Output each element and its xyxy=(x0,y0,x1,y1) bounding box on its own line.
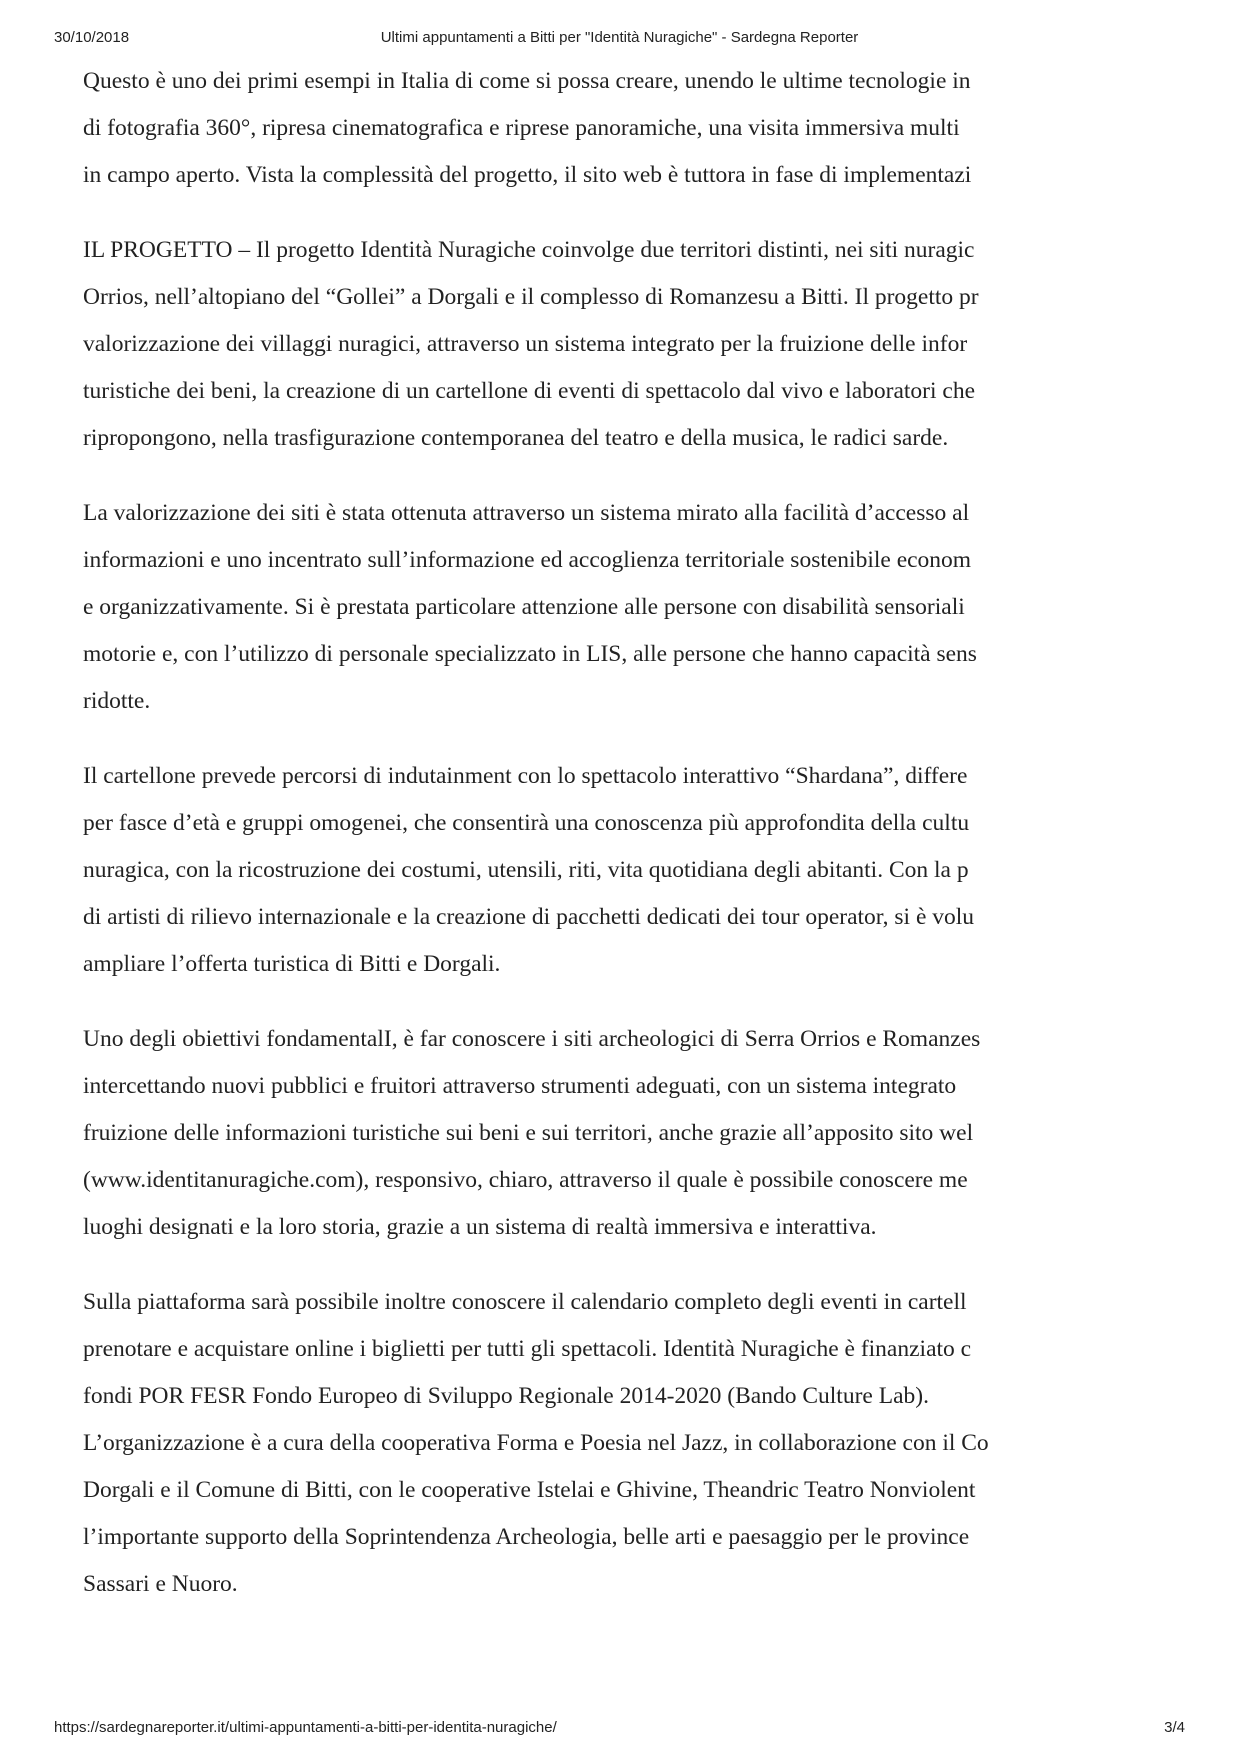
paragraph-line: prenotare e acquistare online i biglietti per tutti gli spettacoli. Identità Nuragiche è finanziato c xyxy=(83,1336,972,1362)
paragraph-line: Sassari e Nuoro. xyxy=(83,1571,238,1597)
paragraph-line: turistiche dei beni, la creazione di un cartellone di eventi di spettacolo dal vivo e laboratori che xyxy=(83,378,976,404)
paragraph-line: in campo aperto. Vista la complessità del progetto, il sito web è tuttora in fase di implementazi xyxy=(83,162,972,188)
paragraph-line: fondi POR FESR Fondo Europeo di Sviluppo Regionale 2014-2020 (Bando Culture Lab). xyxy=(83,1383,929,1409)
page-url: https://sardegnareporter.it/ultimi-appuntamenti-a-bitti-per-identita-nuragiche/ xyxy=(54,1719,557,1736)
article-body xyxy=(83,58,1187,1636)
paragraph-line: intercettando nuovi pubblici e fruitori attraverso strumenti adeguati, con un sistema integrato xyxy=(83,1073,957,1099)
print-date: 30/10/2018 xyxy=(54,29,130,46)
print-footer xyxy=(54,1719,1185,1741)
page-number: 3/4 xyxy=(1164,1719,1185,1736)
paragraph xyxy=(83,1279,1187,1608)
paragraph-line: nuragica, con la ricostruzione dei costumi, utensili, riti, vita quotidiana degli abitanti. Con la p xyxy=(83,857,969,883)
document-title: Ultimi appuntamenti a Bitti per "Identità Nuragiche" - Sardegna Reporter xyxy=(380,29,859,46)
paragraph-line: Il cartellone prevede percorsi di indutainment con lo spettacolo interattivo “Shardana”, differe xyxy=(83,763,968,789)
paragraph xyxy=(83,1016,1187,1251)
paragraph-line: La valorizzazione dei siti è stata ottenuta attraverso un sistema mirato alla facilità d’accesso al xyxy=(83,500,970,526)
print-header xyxy=(54,29,1185,51)
paragraph-line: Sulla piattaforma sarà possibile inoltre conoscere il calendario completo degli eventi in cartell xyxy=(83,1289,967,1315)
paragraph-line: informazioni e uno incentrato sull’informazione ed accoglienza territoriale sostenibile econom xyxy=(83,547,972,573)
paragraph xyxy=(83,58,1187,199)
paragraph-line: L’organizzazione è a cura della cooperativa Forma e Poesia nel Jazz, in collaborazione con il Co xyxy=(83,1430,989,1456)
paragraph-line: motorie e, con l’utilizzo di personale specializzato in LIS, alle persone che hanno capacità sens xyxy=(83,641,977,667)
paragraph-line: (www.identitanuragiche.com), responsivo, chiaro, attraverso il quale è possibile conoscere me xyxy=(83,1167,968,1193)
paragraph-line: di fotografia 360°, ripresa cinematografica e riprese panoramiche, una visita immersiva multi xyxy=(83,115,960,141)
paragraph-line: per fasce d’età e gruppi omogenei, che consentirà una conoscenza più approfondita della cultu xyxy=(83,810,970,836)
paragraph-line: Dorgali e il Comune di Bitti, con le cooperative Istelai e Ghivine, Theandric Teatro Nonviolent xyxy=(83,1477,976,1503)
paragraph-line: l’importante supporto della Soprintendenza Archeologia, belle arti e paesaggio per le province xyxy=(83,1524,970,1550)
paragraph-line: luoghi designati e la loro storia, grazie a un sistema di realtà immersiva e interattiva. xyxy=(83,1214,877,1240)
paragraph-line: Uno degli obiettivi fondamentalI, è far conoscere i siti archeologici di Serra Orrios e Romanzes xyxy=(83,1026,981,1052)
paragraph-line: ripropongono, nella trasfigurazione contemporanea del teatro e della musica, le radici sarde. xyxy=(83,425,949,451)
paragraph-line: Orrios, nell’altopiano del “Gollei” a Dorgali e il complesso di Romanzesu a Bitti. Il progetto pr xyxy=(83,284,979,310)
paragraph xyxy=(83,227,1187,462)
paragraph-line: ampliare l’offerta turistica di Bitti e Dorgali. xyxy=(83,951,501,977)
paragraph-line: Questo è uno dei primi esempi in Italia di come si possa creare, unendo le ultime tecnologie in xyxy=(83,68,971,94)
paragraph xyxy=(83,490,1187,725)
paragraph-line: IL PROGETTO – Il progetto Identità Nuragiche coinvolge due territori distinti, nei siti nuragic xyxy=(83,237,975,263)
paragraph-line: e organizzativamente. Si è prestata particolare attenzione alle persone con disabilità sensoriali xyxy=(83,594,965,620)
paragraph xyxy=(83,753,1187,988)
paragraph-line: ridotte. xyxy=(83,688,151,714)
paragraph-line: fruizione delle informazioni turistiche sui beni e sui territori, anche grazie all’apposito sito wel xyxy=(83,1120,974,1146)
paragraph-line: valorizzazione dei villaggi nuragici, attraverso un sistema integrato per la fruizione delle infor xyxy=(83,331,968,357)
paragraph-line: di artisti di rilievo internazionale e la creazione di pacchetti dedicati dei tour operator, si è volu xyxy=(83,904,975,930)
